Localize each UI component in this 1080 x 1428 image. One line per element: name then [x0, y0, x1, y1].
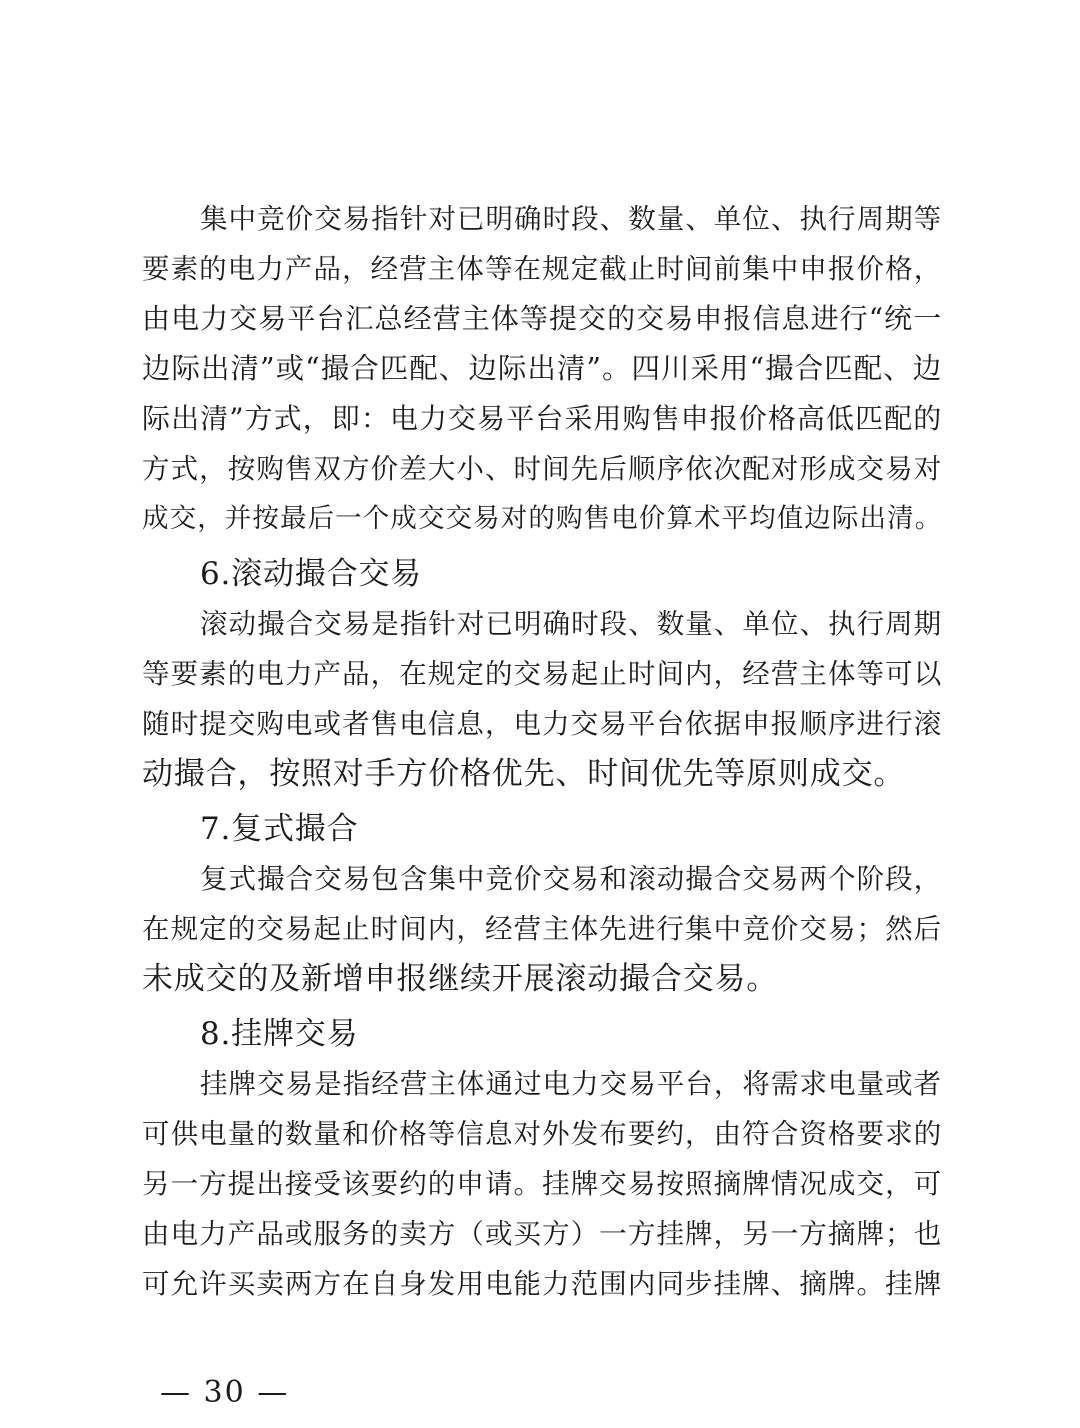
- text-line: 由电力交易平台汇总经营主体等提交的交易申报信息进行“统一: [142, 302, 942, 335]
- text-line: 要素的电力产品，经营主体等在规定截止时间前集中申报价格，: [142, 253, 942, 285]
- text-line: 复式撮合交易包含集中竞价交易和滚动撮合交易两个阶段，: [200, 863, 942, 895]
- text-line: 6.滚动撮合交易: [200, 556, 422, 592]
- text-line: 方式，按购售双方价差大小、时间先后顺序依次配对形成交易对: [142, 453, 942, 485]
- text-line: 随时提交购电或者售电信息，电力交易平台依据申报顺序进行滚: [142, 708, 942, 740]
- text-line: 可供电量的数量和价格等信息对外发布要约，由符合资格要求的: [142, 1118, 942, 1150]
- text-line: 由电力产品或服务的卖方（或买方）一方挂牌，另一方摘牌；也: [142, 1218, 942, 1250]
- text-line: 未成交的及新增申报继续开展滚动撮合交易。: [142, 961, 778, 997]
- text-line: 等要素的电力产品，在规定的交易起止时间内，经营主体等可以: [142, 658, 942, 690]
- text-line: 成交，并按最后一个成交交易对的购售电价算术平均值边际出清。: [142, 503, 942, 534]
- text-line: 另一方提出接受该要约的申请。挂牌交易按照摘牌情况成交，可: [142, 1168, 942, 1200]
- text-line: 可允许买卖两方在自身发用电能力范围内同步挂牌、摘牌。挂牌: [142, 1268, 942, 1300]
- text-line: 在规定的交易起止时间内，经营主体先进行集中竞价交易；然后: [142, 913, 942, 945]
- text-line: 边际出清”或“撮合匹配、边际出清”。四川采用“撮合匹配、边: [142, 352, 942, 385]
- text-line: 7.复式撮合: [200, 811, 359, 847]
- text-line: 挂牌交易是指经营主体通过电力交易平台，将需求电量或者: [200, 1068, 942, 1100]
- text-line: 集中竞价交易指针对已明确时段、数量、单位、执行周期等: [200, 203, 942, 235]
- text-line: 滚动撮合交易是指针对已明确时段、数量、单位、执行周期: [200, 608, 942, 640]
- page-number: — 30 —: [160, 1375, 290, 1410]
- text-line: 8.挂牌交易: [200, 1016, 359, 1052]
- text-line: 际出清”方式，即：电力交易平台采用购售申报价格高低匹配的: [142, 402, 942, 435]
- text-line: 动撮合，按照对手方价格优先、时间优先等原则成交。: [142, 756, 906, 792]
